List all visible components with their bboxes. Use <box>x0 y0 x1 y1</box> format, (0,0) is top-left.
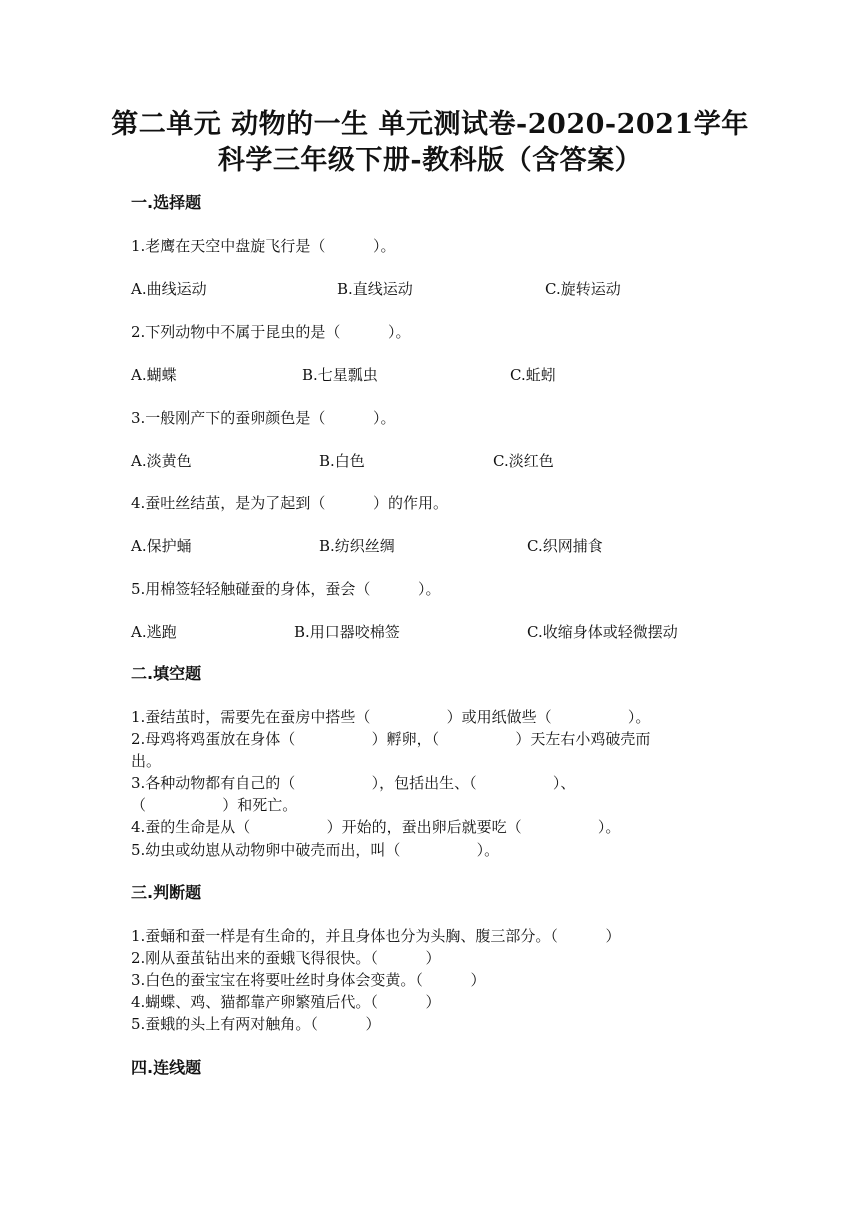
fill-question-2: 2.母鸡将鸡蛋放在身体（ ）孵卵，（ ）天左右小鸡破壳而 <box>131 730 651 748</box>
section-heading-judge: 三.判断题 <box>131 883 202 902</box>
choice-5-option-a: A.逃跑 <box>131 623 177 641</box>
section-heading-fill: 二.填空题 <box>131 664 202 683</box>
choice-4-option-c: C.织网捕食 <box>527 537 603 555</box>
choice-question-2: 2.下列动物中不属于昆虫的是（ ）。 <box>131 323 411 341</box>
judge-question-1: 1.蚕蛹和蚕一样是有生命的，并且身体也分为头胸、腹三部分。（ ） <box>131 927 621 945</box>
fill-question-4: 4.蚕的生命是从（ ）开始的，蚕出卵后就要吃（ ）。 <box>131 818 621 836</box>
choice-4-option-a: A.保护蛹 <box>131 537 192 555</box>
fill-question-5: 5.幼虫或幼崽从动物卵中破壳而出，叫（ ）。 <box>131 841 500 859</box>
choice-2-option-c: C.蚯蚓 <box>510 366 556 384</box>
choice-question-3: 3.一般刚产下的蚕卵颜色是（ ）。 <box>131 409 396 427</box>
fill-question-3: 3.各种动物都有自己的（ ），包括出生、（ ）、 <box>131 774 576 792</box>
fill-question-1: 1.蚕结茧时，需要先在蚕房中搭些（ ）或用纸做些（ ）。 <box>131 708 651 726</box>
judge-question-3: 3.白色的蚕宝宝在将要吐丝时身体会变黄。（ ） <box>131 971 486 989</box>
page-title-line-1: 第二单元 动物的一生 单元测试卷-2020-2021学年 <box>111 109 749 140</box>
choice-2-option-b: B.七星瓢虫 <box>302 366 378 384</box>
choice-4-option-b: B.纺织丝绸 <box>319 537 395 555</box>
section-heading-match: 四.连线题 <box>131 1058 202 1077</box>
choice-1-option-a: A.曲线运动 <box>131 280 207 298</box>
choice-5-option-b: B.用口器咬棉签 <box>294 623 400 641</box>
fill-question-3-continued: （ ）和死亡。 <box>131 796 298 814</box>
choice-question-4: 4.蚕吐丝结茧，是为了起到（ ）的作用。 <box>131 494 448 512</box>
fill-question-2-continued: 出。 <box>131 752 162 770</box>
judge-question-4: 4.蝴蝶、鸡、猫都靠产卵繁殖后代。（ ） <box>131 993 441 1011</box>
choice-3-option-a: A.淡黄色 <box>131 452 192 470</box>
choice-5-option-c: C.收缩身体或轻微摆动 <box>527 623 678 641</box>
choice-3-option-c: C.淡红色 <box>493 452 554 470</box>
judge-question-2: 2.刚从蚕茧钻出来的蚕蛾飞得很快。（ ） <box>131 949 441 967</box>
choice-1-option-c: C.旋转运动 <box>545 280 621 298</box>
page-title-line-2: 科学三年级下册-教科版（含答案） <box>217 145 643 176</box>
choice-3-option-b: B.白色 <box>319 452 365 470</box>
choice-1-option-b: B.直线运动 <box>337 280 413 298</box>
section-heading-choice: 一.选择题 <box>131 193 202 212</box>
choice-question-1: 1.老鹰在天空中盘旋飞行是（ ）。 <box>131 237 396 255</box>
choice-2-option-a: A.蝴蝶 <box>131 366 177 384</box>
judge-question-5: 5.蚕蛾的头上有两对触角。（ ） <box>131 1015 381 1033</box>
choice-question-5: 5.用棉签轻轻触碰蚕的身体，蚕会（ ）。 <box>131 580 441 598</box>
